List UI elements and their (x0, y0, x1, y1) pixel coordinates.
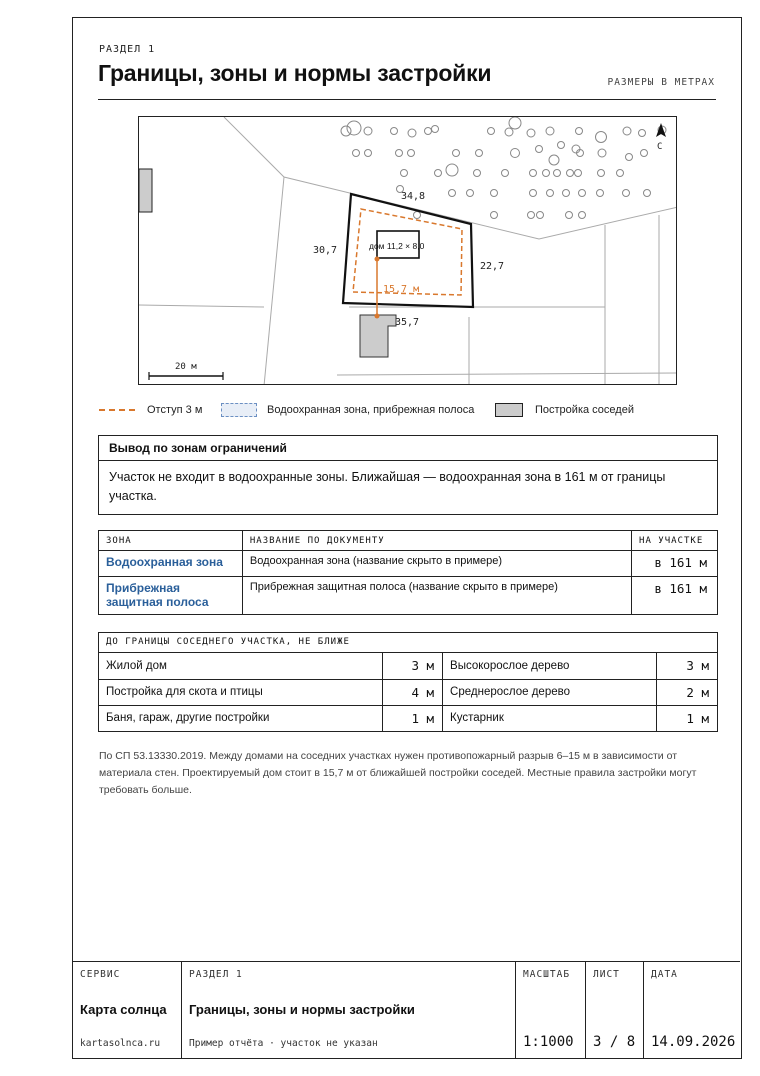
footer-service (73, 962, 181, 1059)
col-zone: ЗОНА (99, 531, 243, 551)
zone-name: Водоохранная зона (99, 551, 243, 577)
distance-item: Баня, гараж, другие постройки (99, 705, 382, 731)
scale-label: 20 м (175, 362, 197, 372)
distances-table (98, 632, 718, 732)
distance-value: 3 м (382, 653, 442, 679)
legend-water-zone-label: Водоохранная зона, прибрежная полоса (267, 404, 475, 416)
header-divider (98, 99, 716, 100)
site-plan-map (138, 116, 677, 385)
conclusion-text: Участок не входит в водоохранные зоны. Ближайшая — водоохранная зона в 161 м от границы участка. (109, 470, 666, 503)
site-plan-svg (139, 117, 677, 385)
regulation-note: По СП 53.13330.2019. Между домами на соседних участках нужен противопожарный разрыв 6–15 м в зависимости от материала стен. Проектируемый дом стоит в 15,7 м от ближайшей постройки соседей. Местные правила застройки могут требовать больше. (99, 750, 697, 796)
distance-value: 4 м (382, 679, 442, 705)
footer-section-sub: Пример отчёта · участок не указан (189, 1038, 378, 1049)
zone-value: в 161 м (632, 577, 718, 615)
units-label: РАЗМЕРЫ В МЕТРАХ (607, 77, 715, 88)
house-label: дом 11,2 × 8,0 (369, 241, 425, 251)
dim-bottom: 35,7 (395, 317, 420, 328)
footer-service-url: kartasolnca.ru (80, 1038, 161, 1049)
distance-label: 15,7 м (383, 284, 420, 295)
distances-grid (99, 653, 717, 731)
report-sheet (72, 17, 742, 1059)
zones-table-header (99, 531, 718, 551)
dim-top: 34,8 (401, 191, 426, 202)
section-label: РАЗДЕЛ 1 (99, 44, 156, 55)
setback-swatch (99, 409, 135, 411)
legend-setback (99, 400, 202, 420)
distance-value: 1 м (657, 705, 717, 731)
legend-neighbor (495, 400, 634, 420)
north-label: С (657, 142, 663, 152)
footer-section-label: РАЗДЕЛ 1 (189, 969, 243, 980)
distance-value: 1 м (382, 705, 442, 731)
distance-item: Постройка для скота и птицы (99, 679, 382, 705)
conclusion-title: Вывод по зонам ограничений (99, 436, 717, 461)
footer-scale-value: 1:1000 (523, 1034, 574, 1050)
water-zone-swatch (221, 403, 257, 417)
footer-date-value: 14.09.2026 (651, 1034, 736, 1050)
footer-date-label: ДАТА (651, 969, 678, 980)
distance-item: Высокорослое дерево (443, 653, 657, 679)
dim-right: 22,7 (480, 261, 505, 272)
zones-table (98, 530, 718, 615)
zone-doc: Водоохранная зона (название скрыто в примере) (242, 551, 631, 577)
legend-neighbor-label: Постройка соседей (535, 404, 634, 416)
footer-sheet (585, 962, 643, 1059)
page-title: Границы, зоны и нормы застройки (98, 60, 492, 86)
col-doc-name: НАЗВАНИЕ ПО ДОКУМЕНТУ (242, 531, 631, 551)
map-legend (99, 400, 719, 422)
col-on-site: НА УЧАСТКЕ (632, 531, 718, 551)
distance-start-dot (375, 257, 380, 262)
distance-value: 2 м (657, 679, 717, 705)
conclusion-box (98, 435, 718, 515)
dim-left: 30,7 (313, 245, 338, 256)
zone-value: в 161 м (632, 551, 718, 577)
footer-service-label: СЕРВИС (80, 969, 121, 980)
distance-item: Кустарник (443, 705, 657, 731)
footer-scale (515, 962, 585, 1059)
distance-value: 3 м (657, 653, 717, 679)
footer-section (181, 962, 515, 1059)
distances-title: ДО ГРАНИЦЫ СОСЕДНЕГО УЧАСТКА, НЕ БЛИЖЕ (99, 633, 717, 653)
neighbor-swatch (495, 403, 523, 417)
table-row (99, 551, 718, 577)
zone-name: Прибрежная защитная полоса (99, 577, 243, 615)
zone-doc: Прибрежная защитная полоса (название скрыто в примере) (242, 577, 631, 615)
legend-water-zone (221, 400, 474, 420)
distance-item: Жилой дом (106, 659, 167, 672)
table-row (99, 653, 717, 679)
table-row (99, 705, 717, 731)
distance-end-dot (375, 314, 380, 319)
title-block (73, 961, 740, 1058)
footer-scale-label: МАСШТАБ (523, 969, 571, 980)
table-row (99, 577, 718, 615)
legend-setback-label: Отступ 3 м (147, 404, 203, 416)
table-row (99, 679, 717, 705)
footer-section-value: Границы, зоны и нормы застройки (189, 1002, 415, 1017)
neighbor-building (360, 315, 396, 357)
footer-sheet-label: ЛИСТ (593, 969, 620, 980)
footer-date (643, 962, 740, 1059)
neighbor-building-left (139, 169, 152, 212)
footer-service-value: Карта солнца (80, 1002, 167, 1017)
footer-sheet-value: 3 / 8 (593, 1034, 636, 1050)
distance-item: Среднерослое дерево (443, 679, 657, 705)
